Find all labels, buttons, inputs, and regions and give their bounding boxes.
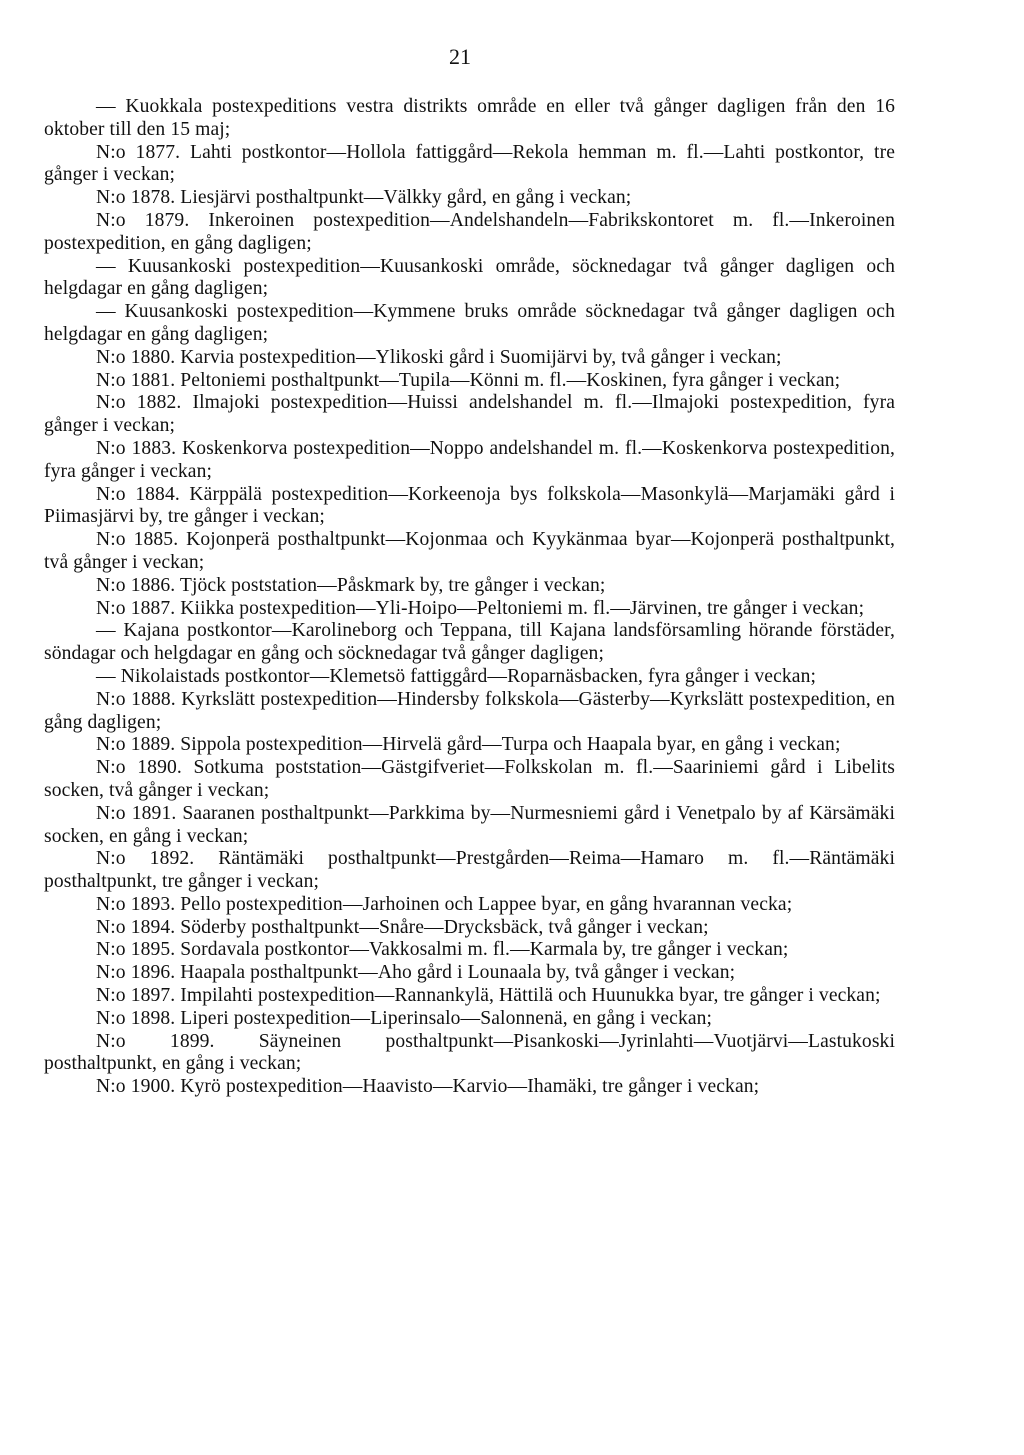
text-entry: N:o 1887. Kiikka postexpedition—Yli-Hoipo—Peltoniemi m. fl.—Järvinen, tre gånger i veckan; bbox=[96, 597, 865, 619]
text-entry: N:o 1879. Inkeroinen postexpedition—Andelshandeln—Fabrikskontoret m. fl.—Inkeroinen postexpedition, en gång dagligen; bbox=[44, 209, 895, 254]
text-entry: N:o 1898. Liperi postexpedition—Liperinsalo—Salonnenä, en gång i veckan; bbox=[96, 1007, 713, 1029]
text-entry: N:o 1884. Kärppälä postexpedition—Korkeenoja bys folkskola—Masonkylä—Marjamäki gård i Piimasjärvi by, tre gånger i veckan; bbox=[44, 483, 895, 528]
text-entry: N:o 1890. Sotkuma poststation—Gästgifveriet—Folkskolan m. fl.—Saariniemi gård i Libelits socken, två gånger i veckan; bbox=[44, 757, 895, 801]
text-entry: N:o 1882. Ilmajoki postexpedition—Huissi andelshandel m. fl.—Ilmajoki postexpedition, fyra gånger i veckan; bbox=[44, 392, 895, 437]
text-entry: — Kuokkala postexpeditions vestra distrikts område en eller två gånger dagligen från den 16 oktober till den 15 maj; bbox=[44, 96, 895, 140]
text-entry: N:o 1888. Kyrkslätt postexpedition—Hindersby folkskola—Gästerby—Kyrkslätt postexpedition, en gång dagligen; bbox=[44, 688, 895, 733]
page-number: 21 bbox=[449, 44, 471, 69]
text-entry: N:o 1893. Pello postexpedition—Jarhoinen och Lappee byar, en gång hvarannan vecka; bbox=[96, 893, 793, 915]
text-entry: N:o 1880. Karvia postexpedition—Ylikoski gård i Suomijärvi by, två gånger i veckan; bbox=[96, 346, 782, 368]
text-entry: N:o 1877. Lahti postkontor—Hollola fattiggård—Rekola hemman m. fl.—Lahti postkontor, tre gånger i veckan; bbox=[44, 141, 895, 186]
text-entry: N:o 1885. Kojonperä posthaltpunkt—Kojonmaa och Kyykänmaa byar—Kojonperä posthaltpunkt, två gånger i veckan; bbox=[44, 529, 895, 573]
text-entry: N:o 1883. Koskenkorva postexpedition—Noppo andelshandel m. fl.—Koskenkorva postexpedition, fyra gånger i veckan; bbox=[44, 437, 895, 482]
text-entry: N:o 1894. Söderby posthaltpunkt—Snåre—Drycksbäck, två gånger i veckan; bbox=[96, 916, 709, 938]
text-entry: N:o 1878. Liesjärvi posthaltpunkt—Välkky gård, en gång i veckan; bbox=[96, 187, 632, 209]
text-entry: N:o 1881. Peltoniemi posthaltpunkt—Tupila—Könni m. fl.—Koskinen, fyra gånger i veckan; bbox=[96, 369, 841, 391]
text-entry: N:o 1895. Sordavala postkontor—Vakkosalmi m. fl.—Karmala by, tre gånger i veckan; bbox=[96, 939, 789, 961]
text-entry: — Kajana postkontor—Karolineborg och Teppana, till Kajana landsförsamling hörande förstäder, söndagar och helgdagar en gång och söcknedagar två gånger dagligen; bbox=[44, 620, 895, 665]
text-entry: N:o 1889. Sippola postexpedition—Hirvelä gård—Turpa och Haapala byar, en gång i veckan; bbox=[96, 734, 841, 756]
text-entry: N:o 1892. Räntämäki posthaltpunkt—Prestgården—Reima—Hamaro m. fl.—Räntämäki posthaltpunkt, tre gånger i veckan; bbox=[44, 848, 895, 893]
text-entry: N:o 1886. Tjöck poststation—Påskmark by, tre gånger i veckan; bbox=[96, 574, 606, 596]
text-entry: — Nikolaistads postkontor—Klemetsö fattiggård—Roparnäsbacken, fyra gånger i veckan; bbox=[96, 665, 817, 687]
text-entry: — Kuusankoski postexpedition—Kymmene bruks område söcknedagar två gånger dagligen och helgdagar en gång dagligen; bbox=[44, 301, 895, 345]
text-entry: — Kuusankoski postexpedition—Kuusankoski område, söcknedagar två gånger dagligen och helgdagar en gång dagligen; bbox=[44, 255, 895, 300]
text-entry: N:o 1897. Impilahti postexpedition—Rannankylä, Hättilä och Huunukka byar, tre gånger i veckan; bbox=[96, 985, 881, 1007]
text-entry: N:o 1896. Haapala posthaltpunkt—Aho gård i Lounaala by, två gånger i veckan; bbox=[96, 962, 736, 984]
text-entry: N:o 1899. Säyneinen posthaltpunkt—Pisankoski—Jyrinlahti—Vuotjärvi—Lastukoski posthaltpunkt, en gång i veckan; bbox=[44, 1030, 895, 1075]
text-entry: N:o 1891. Saaranen posthaltpunkt—Parkkima by—Nurmesniemi gård i Venetpalo by af Kärsämäki socken, en gång i veckan; bbox=[44, 802, 895, 847]
document-body bbox=[44, 96, 895, 1099]
text-entry: N:o 1900. Kyrö postexpedition—Haavisto—Karvio—Ihamäki, tre gånger i veckan; bbox=[96, 1076, 760, 1098]
